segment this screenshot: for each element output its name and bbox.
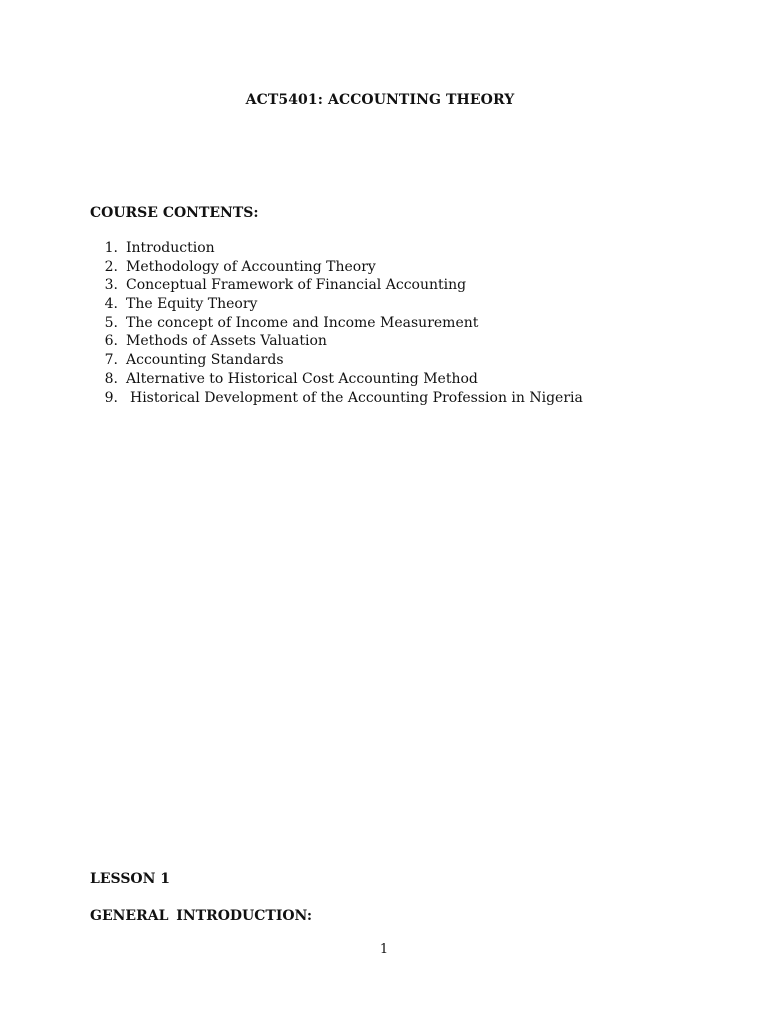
- list-item-label: Methods of Assets Valuation: [126, 333, 327, 350]
- list-item: [90, 295, 583, 314]
- list-item-number: 3.: [104, 277, 118, 294]
- list-item-label: Introduction: [126, 240, 215, 256]
- list-item-label: The concept of Income and Income Measurement: [126, 314, 479, 331]
- list-item: [90, 332, 583, 351]
- list-item-number: 8.: [104, 370, 118, 387]
- list-item-label: Methodology of Accounting Theory: [126, 258, 376, 275]
- course-contents-heading: COURSE CONTENTS:: [90, 205, 259, 221]
- list-item: [90, 276, 583, 295]
- list-item: [90, 370, 583, 389]
- list-item-number: 5.: [104, 314, 118, 331]
- lesson-heading: LESSON 1: [90, 871, 171, 887]
- document-title: ACT5401: ACCOUNTING THEORY: [245, 92, 515, 108]
- list-item-label: Historical Development of the Accounting Profession in Nigeria: [130, 389, 583, 406]
- list-item-number: 2.: [104, 258, 118, 275]
- list-item: [90, 239, 583, 258]
- list-item-label: Conceptual Framework of Financial Accounting: [126, 277, 467, 294]
- list-item-number: 1.: [104, 240, 118, 256]
- course-contents-list: [90, 239, 583, 407]
- list-item-number: 6.: [104, 333, 118, 350]
- list-item: [90, 258, 583, 277]
- list-item-label: The Equity Theory: [126, 296, 258, 313]
- general-introduction-heading: GENERAL INTRODUCTION:: [90, 908, 313, 924]
- list-item-number: 4.: [104, 296, 118, 313]
- list-item: [90, 389, 583, 408]
- list-item: [90, 351, 583, 370]
- page-number: 1: [379, 942, 389, 957]
- list-item-number: 9.: [104, 389, 118, 406]
- list-item-label: Accounting Standards: [126, 352, 284, 369]
- list-item-number: 7.: [104, 352, 118, 369]
- list-item-label: Alternative to Historical Cost Accounting Method: [126, 370, 478, 387]
- list-item: [90, 314, 583, 333]
